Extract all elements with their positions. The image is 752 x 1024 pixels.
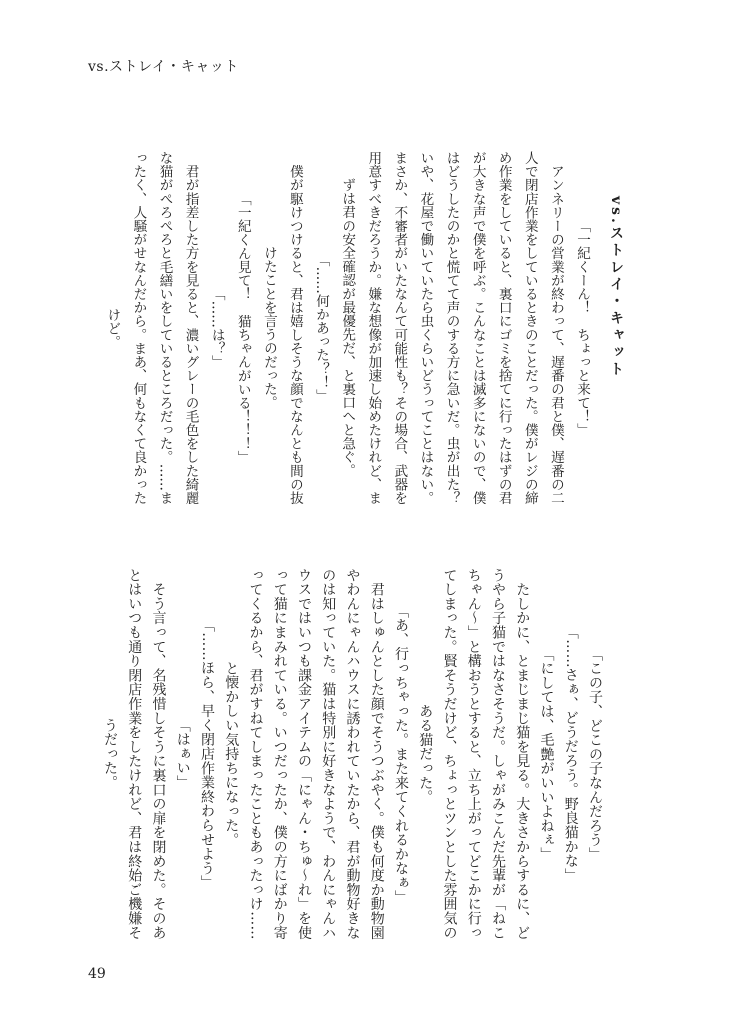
text-column: 「……何かあった？！」: [313, 253, 330, 403]
text-column: けたことを言うのだった。: [260, 246, 277, 410]
text-column: まさか、不審者がいたなんて可能性も？その場合、武器を: [391, 151, 408, 505]
text-column: 「一紀くーん！ ちょっと来て！」: [574, 219, 590, 437]
text-column: うだった。: [102, 718, 118, 790]
text-column: 「……ほら、早く閉店作業終わらせよう」: [199, 618, 215, 890]
text-column: のは知っていた。猫は特別に好きなようで、わんにゃんハ: [320, 568, 337, 940]
text-column: やわんにゃんハウスに誘われていたから、君が動物好きな: [344, 568, 361, 940]
text-column: ってくるから、君がすねてしまったこともあったっけ……: [247, 568, 264, 940]
text-column: そう言って、名残惜しそうに裏口の扉を閉めた。そのあ: [150, 568, 167, 940]
text-column: って猫にまみれている。いつだったか、僕の方にばかり寄: [271, 568, 288, 940]
text-column: アンネリーの営業が終わって、遅番の君と僕、遅番の二: [547, 151, 564, 505]
text-column: 「この子、どこの子なんだろう」: [587, 646, 603, 862]
upper-text-block: [92, 138, 588, 518]
text-column: が大きな声で僕を呼ぶ。こんなことは滅多にないので、僕: [469, 151, 486, 505]
text-column: 「……さぁ、どうだろう。野良猫かな」: [562, 625, 579, 883]
text-column: けど。: [104, 307, 121, 349]
text-column: はどうしたのかと慌てて声のする方に急いだ。虫が出た？: [443, 151, 460, 505]
text-column: 「にしては、毛艶がいいよねぇ」: [538, 646, 555, 862]
text-column: とはいつも通り閉店作業をしたけれど、君は終始ご機嫌そ: [126, 568, 143, 940]
text-column: な猫がぺろぺろと毛繕いをしているところだった。……ま: [156, 151, 173, 505]
chapter-title: vs.ストレイ・キャット: [608, 196, 624, 379]
text-column: 「一紀くん見て！ 猫ちゃんがいる！！！」: [234, 192, 251, 464]
text-column: 君が指差した方を見ると、濃いグレーの毛色をした綺麗: [182, 151, 199, 505]
text-column: ある猫だった。: [417, 703, 434, 805]
text-column: たしかに、とまじまじ猫を見る。大きさからするに、ど: [514, 568, 531, 940]
text-column: と懐かしい気持ちになった。: [223, 661, 240, 847]
running-header-title: vs.ストレイ・キャット: [88, 59, 239, 75]
text-column: ったく、人騒がせなんだから。まあ、何もなくて良かった: [130, 151, 147, 505]
text-column: め作業をしていると、裏口にゴミを捨てに行ったはずの君: [495, 151, 512, 505]
text-column: 「はぁい」: [174, 718, 191, 790]
text-column: ずは君の安全確認が最優先だ、と裏口へと急ぐ。: [339, 178, 356, 478]
text-column: ウスではいつも課金アイテムの「にゃん・ちゅ～れ」を使: [296, 568, 312, 940]
text-column: 「……は？」: [208, 287, 225, 369]
text-column: 用意すべきだろうか。嫌な想像が加速し始めたけれど、ま: [365, 151, 382, 505]
text-column: 君はしゅんとした顔でそうつぶやく。僕も何度か動物園: [368, 568, 385, 940]
text-column: いや、花屋で働いていたら虫くらいどうってことはない。: [417, 151, 434, 505]
text-column: てしまった。賢そうだけど、ちょっとツンとした雰囲気の: [441, 568, 458, 940]
page-number: 49: [88, 966, 106, 982]
text-column: ちゃん～」と構おうとすると、立ち上がってどこかに行っ: [465, 568, 482, 940]
text-column: 「あ、行っちゃった。また来てくれるかなぁ」: [393, 603, 409, 905]
text-column: 僕が駆けつけると、君は嬉しそうな顔でなんとも間の抜: [286, 151, 303, 505]
lower-text-block: [93, 554, 602, 954]
text-column: うやら子猫ではなさそうだ。しゃがみこんだ先輩が「ねこ: [490, 568, 506, 940]
text-column: 人で閉店作業をしているときのことだった。僕がレジの締: [521, 151, 538, 505]
